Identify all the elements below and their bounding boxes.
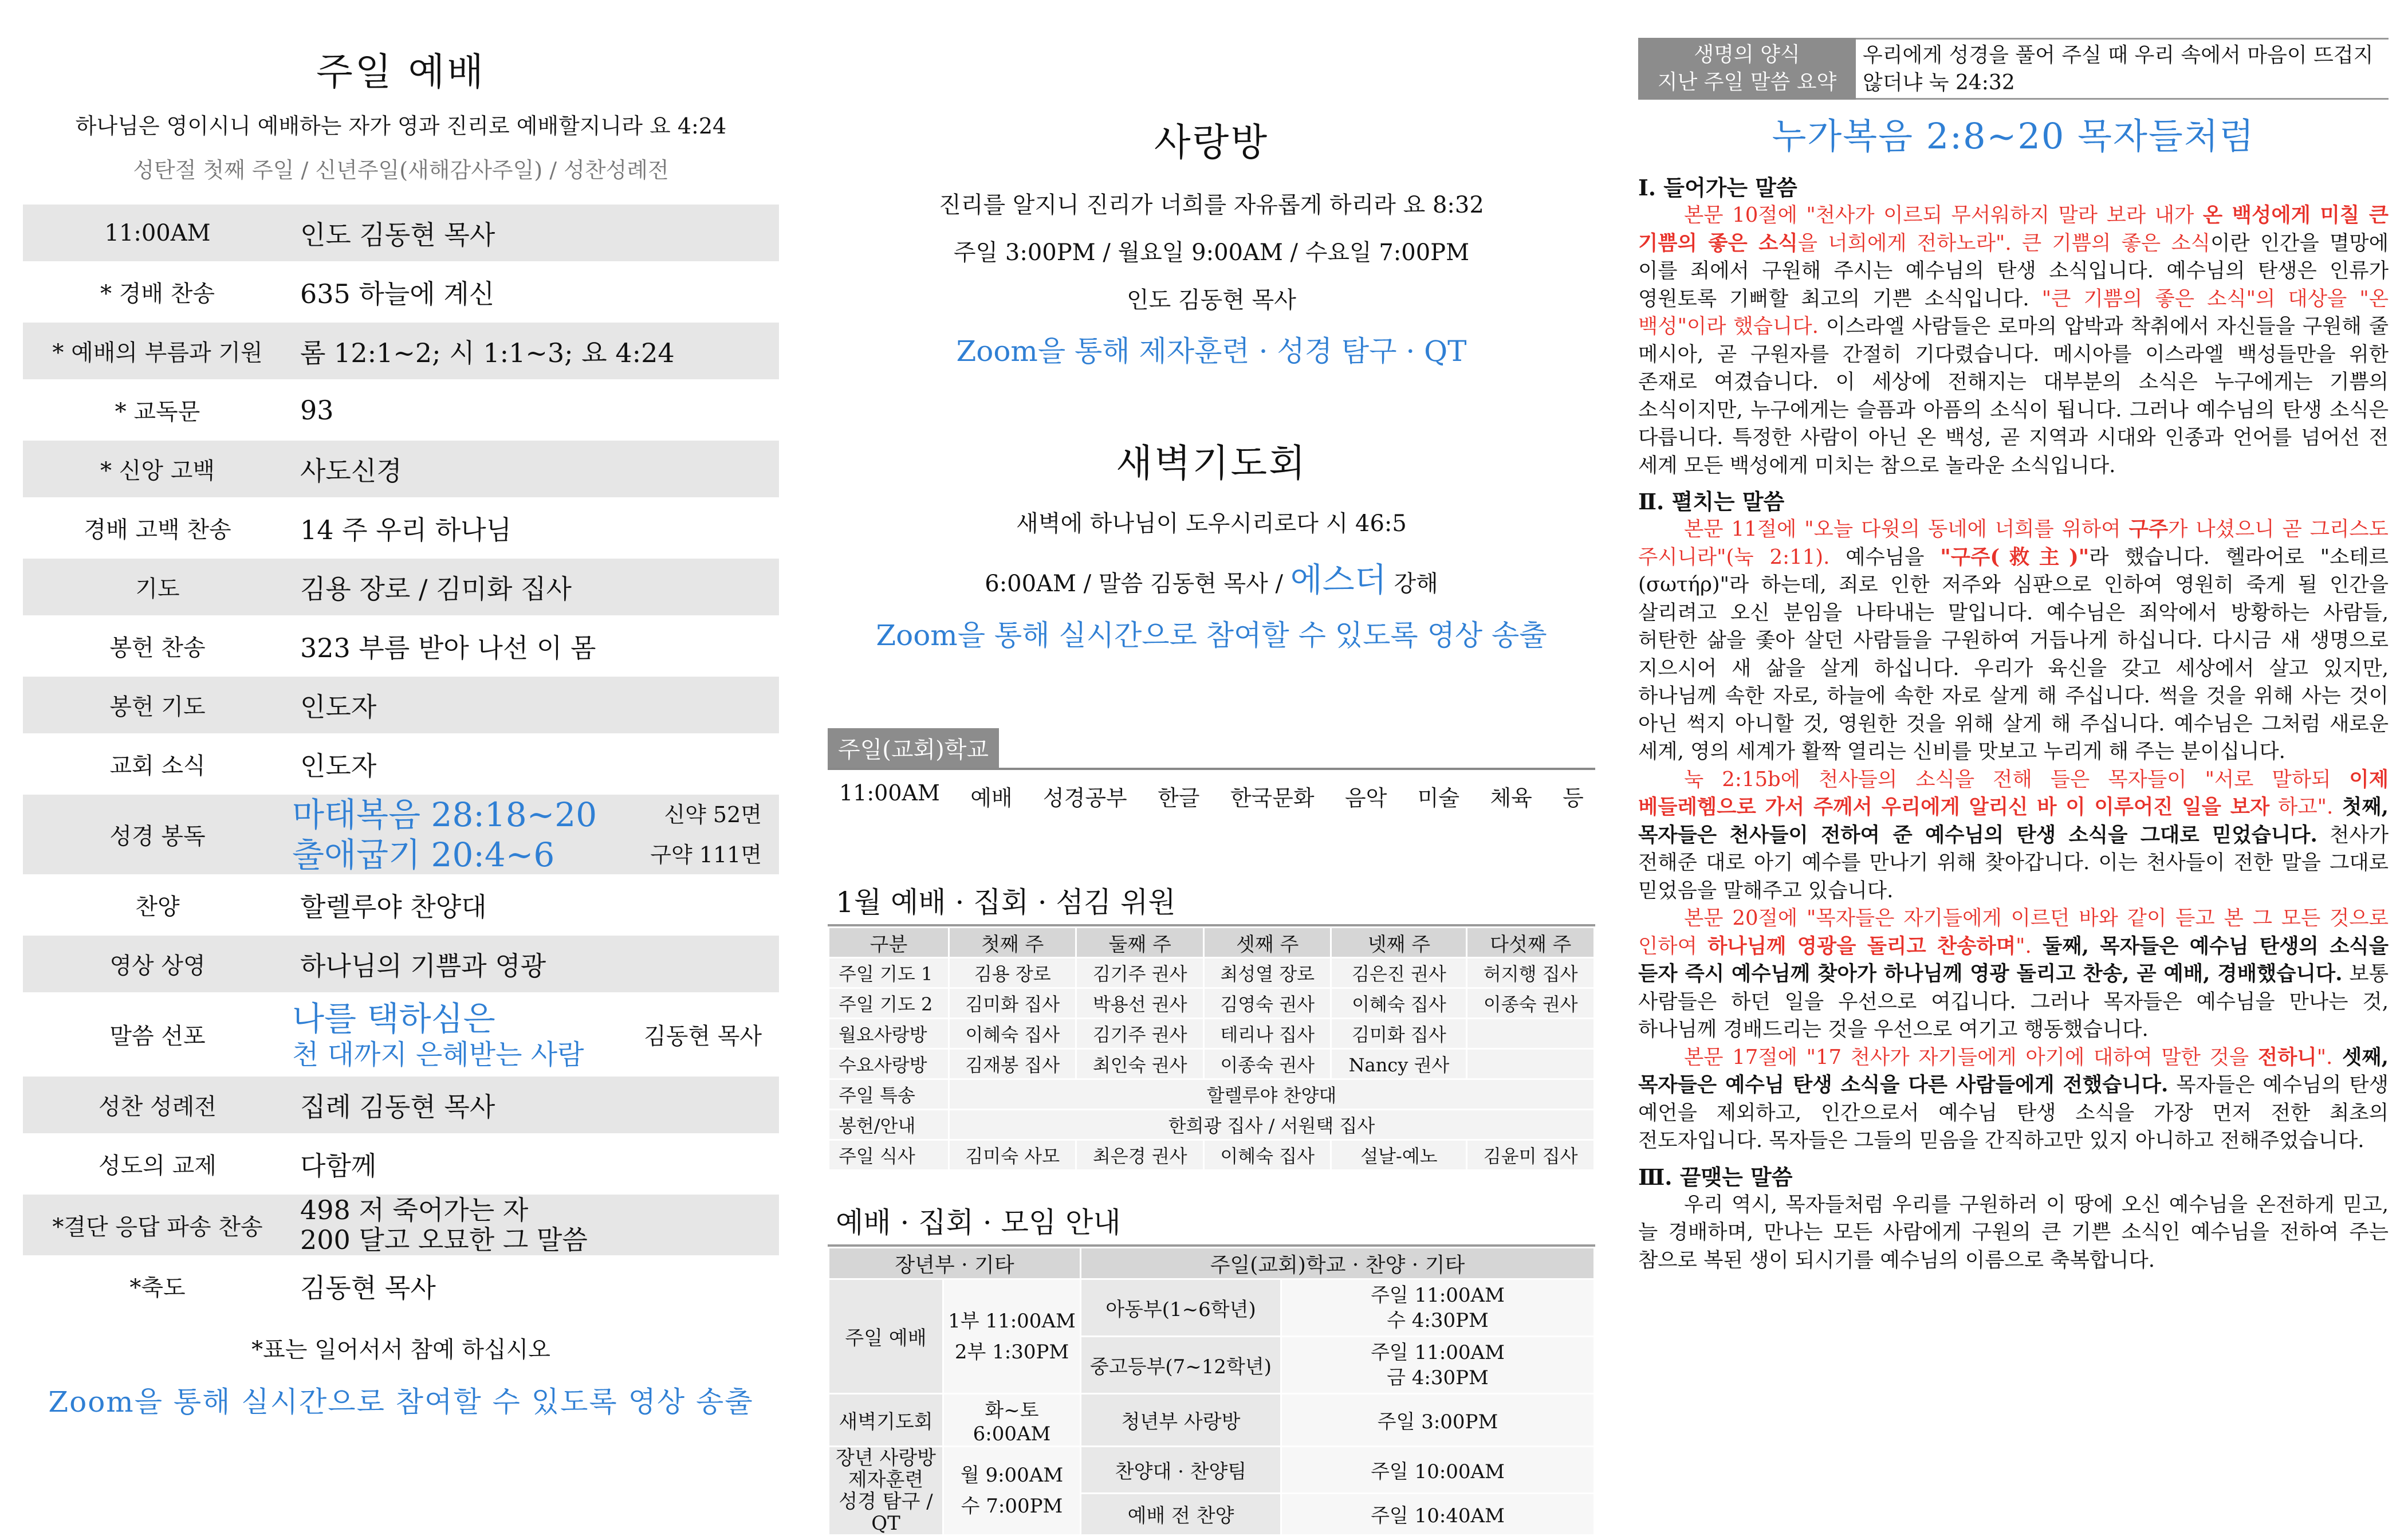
reading-passage-1: 마태복음 28:18~20 [292,795,597,834]
table-header: 다섯째 주 [1467,928,1595,958]
order-value: 인도 김동현 목사 [300,219,495,250]
dawn-title: 새벽기도회 [1116,441,1307,485]
dawn-verse: 새벽에 하나님이 도우시리로다 시 46:5 [1016,510,1407,537]
summary-label: 생명의 양식 지난 주일 말씀 요약 [1638,38,1856,100]
table-row: 새벽기도회 화~토 6:00AM 청년부 사랑방 주일 3:00PM [829,1394,1595,1447]
order-label: 봉헌 기도 [109,694,206,720]
school-tag: 주일(교회)학교 [828,728,999,768]
table-row: 주일 기도 1 김용 장로 김기주 권사 최성열 장로 김은진 권사 허지행 집사 [829,958,1595,988]
committee-section [828,879,1595,1171]
order-label: 교회 소식 [109,753,206,779]
order-value: 인도자 [300,750,377,781]
reading-page-2: 구약 111면 [650,842,762,867]
order-label: * 교독문 [115,399,200,425]
order-label: * 경배 찬송 [100,281,215,307]
order-of-service [23,202,779,1314]
school-subjects [828,770,1595,812]
order-row [23,497,779,556]
section-heading: Ⅱ. 펼치는 말씀 [1638,489,1785,514]
summary-paragraph: 본문 20절에 "목자들은 자기들에게 이르던 바와 같이 듣고 본 그 모든 것으로 인하여 하나님께 영광을 돌리고 찬송하며". 둘째, 목자들은 예수님 탄생의 소식을 듣자 즉시 예수님께 찾아가 하나님께 영광 돌리고 찬송, 곧 예배, 경배했습니다. 보통 사람들은 하던 일을 우선으로 여깁니다. 그러나 목자들은 예수님을 만나는 것, 하나님께 경배드리는 것을 우선으로 여기고 행동했습니다. [1638,906,2389,1041]
order-value: 김동현 목사 [300,1272,436,1303]
table-header: 구분 [829,928,949,958]
sarangbang-title: 사랑방 [1154,120,1269,164]
table-row: 주일 예배 1부 11:00AM 2부 1:30PM 아동부(1~6학년) 주일 11:00AM 수 4:30PM [829,1279,1595,1337]
table-row: 수요사랑방 김재봉 집사 최인숙 권사 이종숙 권사 Nancy 권사 [829,1049,1595,1079]
worship-column [23,0,779,1461]
sermon-title: 나를 택하심은 [292,999,495,1038]
order-row [23,1074,779,1133]
order-label: 성찬 성례전 [99,1094,217,1120]
subject-item: 성경공부 [1042,785,1127,811]
order-row [23,320,779,379]
table-header: 셋째 주 [1203,928,1331,958]
subject-item: 미술 [1417,785,1460,811]
order-value: 할렐루야 찬양대 [300,891,487,922]
sermon-preacher: 김동현 목사 [644,1023,762,1050]
summary-header [1638,38,2389,100]
section-heading: Ⅰ. 들어가는 말씀 [1638,175,1797,201]
school-time: 11:00AM [839,780,940,806]
scripture-reading-row [23,792,779,874]
table-row: 월요사랑방 이혜숙 집사 김기주 권사 테리나 집사 김미화 집사 [829,1019,1595,1049]
summary-paragraph: 본문 10절에 "천사가 이르되 무서워하지 말라 보라 내가 온 백성에게 미칠 큰 기쁨의 좋은 소식을 너희에게 전하노라". 큰 기쁨의 좋은 소식이란 인간을 멸망에 이를 죄에서 구원해 주시는 예수님의 탄생 소식입니다. 예수님의 탄생은 인류가 영원토록 기뻐할 최고의 기쁜 소식입니다. "큰 기쁨의 좋은 소식"의 대상을 "온 백성"이라 했습니다. 이스라엘 사람들은 로마의 압박과 착취에서 자신들을 구원해 줄 메시아, 곧 구원자를 간절히 기다렸습니다. 메시아를 이스라엘 백성들만을 위한 존재로 여겼습니다. 이 세상에 전해지는 대부분의 소식은 누구에게는 기쁨의 소식이지만, 누구에게는 슬픔과 아픔의 소식이 됩니다. 그러나 예수님의 탄생 소식은 다릅니다. 특정한 사람이 아닌 온 백성, 곧 지역과 시대와 인종과 언어를 넘어선 전 세계 모든 백성에게 미치는 참으로 놀라운 소식입니다. [1638,203,2389,477]
table-row: 봉헌/안내 한희광 집사 / 서원택 집사 [829,1110,1595,1140]
order-label: *결단 응답 파송 찬송 [52,1213,263,1240]
order-row [23,674,779,733]
section-heading: Ⅲ. 끝맺는 말씀 [1638,1164,1793,1190]
order-value: 하나님의 기쁨과 영광 [300,950,546,981]
summary-paragraph: 눅 2:15b에 천사들의 소식을 전해 들은 목자들이 "서로 말하되 이제 베들레헴으로 가서 주께서 우리에게 알리신 바 이 이루어진 일을 보자 하고". 첫째, 목자들은 천사들이 전하여 준 예수님의 탄생 소식을 그대로 믿었습니다. 천사가 전해준 대로 아기 예수를 만나기 위해 찾아갑니다. 이는 천사들이 전한 말을 그대로 믿었음을 말해주고 있습니다. [1638,767,2389,902]
order-value: 롬 12:1~2; 시 1:1~3; 요 4:24 [300,337,675,368]
table-header-row [829,928,1595,958]
sarangbang-zoom: Zoom을 통해 제자훈련 · 성경 탐구 · QT [956,335,1467,368]
closing-hymn-2: 200 달고 오묘한 그 말씀 [300,1224,588,1255]
order-value: 집례 김동현 목사 [300,1091,495,1122]
order-label: * 신앙 고백 [100,458,215,484]
summary-header-verse: 우리에게 성경을 풀어 주실 때 우리 속에서 마음이 뜨겁지 않더냐 눅 24:32 [1856,38,2389,100]
reading-page-1: 신약 52면 [664,802,762,827]
table-header: 첫째 주 [949,928,1076,958]
table-header: 장년부 · 기타 [829,1248,1081,1279]
table-row: 중고등부(7~12학년) 주일 11:00AM 금 4:30PM [829,1337,1595,1394]
dawn-book: 에스더 [1290,560,1387,599]
order-label: 성도의 교제 [99,1153,217,1179]
order-row [23,202,779,261]
table-header: 넷째 주 [1331,928,1467,958]
order-row [23,556,779,615]
order-label: 영상 상영 [109,953,206,979]
order-value: 635 하늘에 계신 [300,278,495,309]
subject-item: 예배 [970,785,1013,811]
order-row [23,1133,779,1192]
order-label: 말씀 선포 [109,1023,206,1050]
info-column [828,0,1595,1535]
table-row: 주일 식사 김미숙 사모 최은경 권사 이혜숙 집사 설날-예노 김윤미 집사 [829,1140,1595,1170]
order-label: 11:00AM [104,219,211,246]
dawn-zoom: Zoom을 통해 실시간으로 참여할 수 있도록 영상 송출 [876,619,1547,652]
table-row: 주일 특송 할렐루야 찬양대 [829,1079,1595,1110]
order-value: 14 주 우리 하나님 [300,514,512,545]
table-row: 주일 기도 2 김미화 집사 박용선 권사 김영숙 권사 이혜숙 집사 이종숙 권사 [829,988,1595,1019]
order-row [23,438,779,497]
order-row [23,874,779,933]
worship-verse: 하나님은 영이시니 예배하는 자가 영과 진리로 예배할지니라 요 4:24 [75,113,727,139]
sermon-row [23,992,779,1074]
summary-paragraph: 우리 역시, 목자들처럼 우리를 구원하러 이 땅에 오신 예수님을 온전하게 믿고, 늘 경배하며, 만나는 모든 사람에게 구원의 큰 기쁜 소식인 예수님을 전하여 주는 참으로 복된 생이 되시기를 예수님의 이름으로 축복합니다. [1638,1192,2389,1272]
order-label: *축도 [129,1275,186,1301]
reading-passage-2: 출애굽기 20:4~6 [292,835,555,874]
order-row [23,733,779,792]
order-label: 봉헌 찬송 [109,635,206,661]
sarangbang-times: 주일 3:00PM / 월요일 9:00AM / 수요일 7:00PM [953,239,1470,266]
order-value: 사도신경 [300,455,402,486]
meetings-title: 예배 · 집회 · 모임 안내 [828,1200,1595,1247]
subject-item: 음악 [1344,785,1387,811]
zoom-notice: Zoom을 통해 실시간으로 참여할 수 있도록 영상 송출 [48,1385,754,1419]
standing-note: *표는 일어서서 참예 하십시오 [251,1337,550,1363]
subject-item: 한글 [1158,785,1200,811]
table-header: 주일(교회)학교 · 찬양 · 기타 [1081,1248,1595,1279]
table-header: 둘째 주 [1076,928,1203,958]
committee-title: 1월 예배 · 집회 · 섬김 위원 [828,879,1595,926]
order-label: * 예배의 부름과 기원 [52,340,263,366]
order-label: 찬양 [135,894,180,920]
committee-table [828,926,1595,1171]
table-row: 예배 전 찬양 주일 10:40AM [829,1493,1595,1535]
summary-paragraph: 본문 11절에 "오늘 다윗의 동네에 너희를 위하여 구주가 나셨으니 곧 그리스도 주시니라"(눅 2:11). 예수님을 "구주(救主)"라 했습니다. 헬라어로 "소테르(σωτήρ)"라 하는데, 죄로 인한 저주와 심판으로 인하여 영원히 죽게 될 인간을 살리려고 오신 분임을 나타내는 말입니다. 예수님은 죄악에서 방황하는 사람들, 허탄한 삶을 좇아 살던 사람들을 구원하여 거듭나게 하십니다. 다시금 새 생명으로 지으시어 새 삶을 살게 하십니다. 우리가 육신을 갖고 세상에서 살고 있지만, 하나님께 속한 자로, 하늘에 속한 자로 살게 해 주십니다. 썩을 것을 위해 사는 것이 아닌 썩지 아니할 것, 영원한 것을 위해 살게 해 주십니다. 예수님은 그처럼 새로운 세계, 영의 세계가 활짝 열리는 신비를 맛보고 누리게 해 주는 분이십니다. [1638,517,2389,763]
order-row [23,933,779,992]
worship-title: 주일 예배 [316,50,486,94]
meetings-table [828,1247,1595,1536]
order-row [23,1255,779,1314]
order-label: 기도 [135,576,180,602]
order-row [23,379,779,438]
closing-hymn-1: 498 저 죽어가는 자 [300,1195,529,1225]
subject-item: 등 [1563,785,1584,811]
closing-hymn-row [23,1192,779,1255]
order-value: 인도자 [300,691,377,722]
order-row [23,261,779,320]
worship-subtitle: 성탄절 첫째 주일 / 신년주일(새해감사주일) / 성찬성례전 [133,158,669,183]
order-label: 경배 고백 찬송 [84,517,231,543]
summary-paragraph: 본문 17절에 "17 천사가 자기들에게 아기에 대하여 말한 것을 전하니". 셋째, 목자들은 예수님 탄생 소식을 다른 사람들에게 전했습니다. 목자들은 예수님의 탄생 예언을 제외하고, 인간으로서 예수님 탄생 소식을 가장 먼저 전한 최초의 전도자입니다. 목자들은 그들의 믿음을 간직하고만 있지 아니하고 전해주었습니다. [1638,1045,2389,1152]
sermon-subtitle: 천 대까지 은혜받는 사람 [292,1038,584,1071]
sarangbang-verse: 진리를 알지니 진리가 너희를 자유롭게 하리라 요 8:32 [939,192,1484,218]
summary-title: 누가복음 2:8~20 목자들처럼 [1772,115,2255,157]
table-row: 장년 사랑방 제자훈련 성경 탐구 / QT 월 9:00AM 수 7:00PM 찬양대 · 찬양팀 주일 10:00AM [829,1447,1595,1494]
meetings-section [828,1200,1595,1536]
subject-item: 한국문화 [1230,785,1315,811]
order-value: 93 [300,394,334,426]
order-value: 김용 장로 / 김미화 집사 [300,573,572,604]
order-label: 성경 봉독 [109,823,206,850]
order-row [23,615,779,674]
order-value: 323 부름 받아 나선 이 몸 [300,632,596,663]
sermon-summary-column [1638,0,2389,1461]
dawn-time: 6:00AM / 말씀 김동현 목사 / 에스더 강해 [985,560,1438,599]
school-section [828,728,1595,812]
sarangbang-leader: 인도 김동현 목사 [1127,287,1296,313]
order-value: 다함께 [300,1150,377,1181]
subject-item: 체육 [1490,785,1532,811]
